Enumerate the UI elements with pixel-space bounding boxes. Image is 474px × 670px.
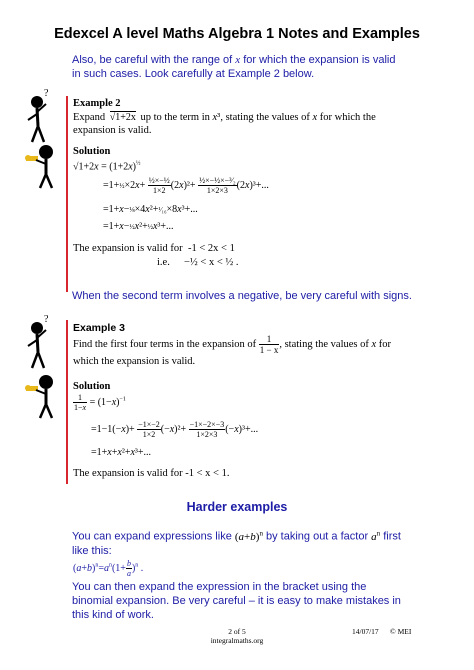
- example3-line1: $\frac{1}{1-x}$ = $(1-x)^{-1}$: [74, 393, 126, 412]
- example2-line3: =1+x−⅛×4x²+¹⁄₁₆×8x³+...: [103, 204, 198, 215]
- thinking-figure-icon-2: [22, 314, 58, 370]
- key-figure-icon: [24, 142, 62, 190]
- footer-copyright: © MEI: [390, 627, 412, 636]
- warning-text: When the second term involves a negative, be very careful with signs.: [72, 290, 412, 302]
- example2-valid1: -1 < 2x < 1: [188, 243, 235, 254]
- example2-question: Expand √1+2x up to the term in x³, stating the values of x for which the expansion is valid.: [73, 112, 376, 136]
- harder-examples-heading: Harder examples: [186, 500, 288, 514]
- example3-line2: =1−1(−x)+ $\frac{-1\times-2}{1\times 2}$ (−x)²+ $\frac{-1\times-2\times-3}{1\times 2\times 3}$ (−x)³+...: [91, 420, 259, 439]
- harder-formula: $(a+b)^n=a^n(1+$ $\frac{b}{a}$ )$^n$ .: [73, 559, 144, 578]
- footer-page: 2 of 5: [228, 627, 246, 636]
- example3-heading: Example 3: [73, 322, 125, 334]
- svg-text:?: ?: [44, 88, 49, 99]
- example3-line3: =1+x+x²+x³+...: [91, 447, 152, 458]
- harder-paragraph-1: You can expand expressions like $(a+b)^n$ by taking out a factor $a^n$ first like this:: [72, 529, 401, 557]
- svg-text:?: ?: [44, 314, 49, 325]
- example3-question: Find the first four terms in the expansion of $\frac{1}{1 - x}$ , stating the values of x for which the expansion is valid.: [73, 334, 392, 367]
- intro-paragraph: Also, be careful with the range of x for which the expansion is valid in such cases. Look carefully at Example 2 below.: [72, 54, 396, 80]
- example2-valid-label: The expansion is valid for: [73, 243, 183, 254]
- example3-solution-heading: Solution: [73, 381, 111, 392]
- page-title: Edexcel A level Maths Algebra 1 Notes and Examples: [54, 26, 420, 42]
- thinking-figure-icon: [22, 88, 58, 144]
- example2-line2: =1+½×2x+ $\frac{\text{½×−½}}{1\times 2}$ (2x)²+ $\frac{\text{½×−½×−³⁄₂}}{1\times 2\times 3}$ (2x)³+...: [103, 176, 269, 195]
- key-figure-icon-2: [24, 372, 62, 420]
- example2-valid2: −½ < x < ½ .: [184, 257, 239, 268]
- footer-date: 14/07/17: [352, 627, 379, 636]
- example3-valid: The expansion is valid for -1 < x < 1.: [73, 468, 230, 479]
- example2-line4: =1+x−½x²+½x³+...: [103, 221, 174, 232]
- harder-paragraph-2: You can then expand the expression in the bracket using the binomial expansion. Be very careful – it is easy to make mistakes in this kind of work.: [72, 581, 401, 621]
- example3-red-bar: [66, 320, 68, 484]
- example2-solution-heading: Solution: [73, 146, 111, 157]
- example2-ie: i.e.: [157, 257, 170, 268]
- example2-heading: Example 2: [73, 98, 121, 109]
- footer-site: integralmaths.org: [210, 636, 264, 645]
- example2-line1: $√1+2x = (1+2x)^{\frac{1}{2}}$: [73, 161, 141, 173]
- example2-red-bar: [66, 96, 68, 292]
